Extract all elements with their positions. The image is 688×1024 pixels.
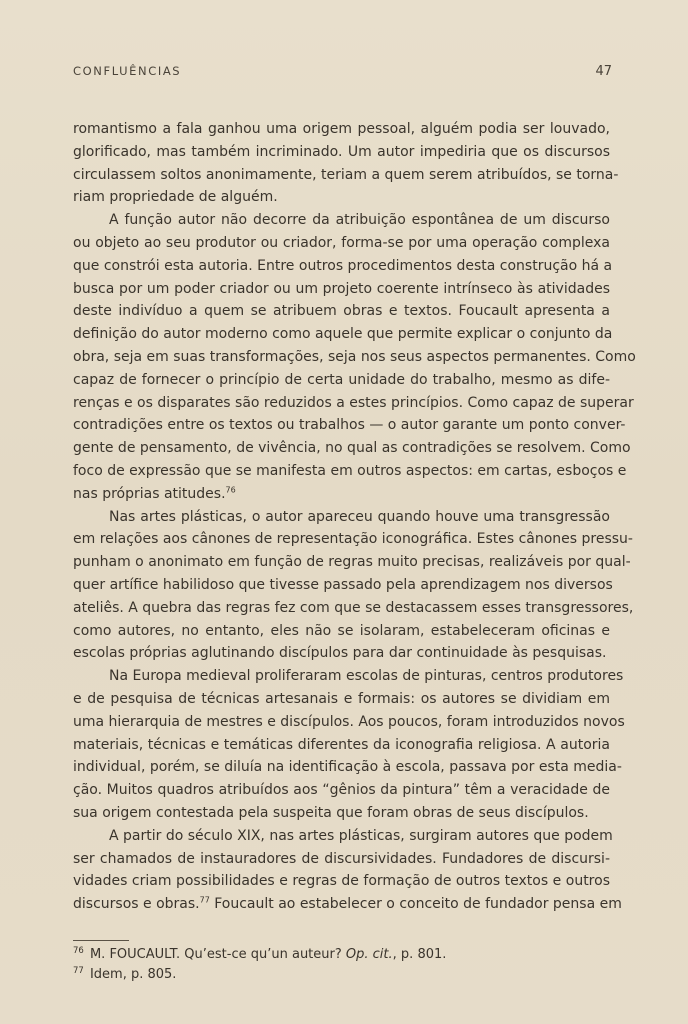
footnote-text: Idem, p. 805. xyxy=(89,967,177,982)
text-line: renças e os disparates são reduzidos a estes princípios. Como capaz de superar xyxy=(73,394,634,411)
footnote-76 xyxy=(73,945,610,965)
footnote-number: 76 xyxy=(73,945,84,956)
footnote-author: M. FOUCAULT. xyxy=(89,947,181,962)
text-line: individual, porém, se diluía na identificação à escola, passava por esta media- xyxy=(73,759,622,776)
footnote-divider xyxy=(73,940,129,941)
text-line-content: Foucault ao estabelecer o conceito de fundador pensa em xyxy=(209,896,622,913)
text-line: romantismo a fala ganhou uma origem pessoal, alguém podia ser louvado, xyxy=(73,121,610,137)
footnote-ref-76: 76 xyxy=(225,485,236,495)
footnote-number: 77 xyxy=(73,965,84,976)
footnote-op-cit: Op. cit. xyxy=(345,947,393,962)
text-line: vidades criam possibilidades e regras de formação de outros textos e outros xyxy=(73,873,610,890)
paragraph-first-line: Na Europa medieval proliferaram escolas de pinturas, centros produtores xyxy=(109,668,624,685)
text-line: punham o anonimato em função de regras muito precisas, realizáveis por qual- xyxy=(73,554,631,571)
text-line: quer artífice habilidoso que tivesse passado pela aprendizagem nos diversos xyxy=(73,576,613,593)
page-number: 47 xyxy=(595,64,612,79)
text-line xyxy=(73,483,610,506)
text-line: definição do autor moderno como aquele que permite explicar o conjunto da xyxy=(73,326,613,343)
paragraph-first-line: Nas artes plásticas, o autor apareceu quando houve uma transgressão xyxy=(109,508,610,525)
footnote-page: , p. 801. xyxy=(392,947,447,962)
text-line: escolas próprias aglutinando discípulos para dar continuidade às pesquisas. xyxy=(73,645,607,662)
paragraph-first-line: A partir do século XIX, nas artes plásticas, surgiram autores que podem xyxy=(109,827,613,844)
text-line: riam propriedade de alguém. xyxy=(73,189,278,206)
text-line: ateliês. A quebra das regras fez com que se destacassem esses transgressores, xyxy=(73,599,634,616)
text-line-content: nas próprias atitudes. xyxy=(73,485,226,502)
text-line: ou objeto ao seu produtor ou criador, forma-se por uma operação complexa xyxy=(73,234,610,251)
text-line: sua origem contestada pela suspeita que foram obras de seus discípulos. xyxy=(73,804,589,821)
text-line: como autores, no entanto, eles não se isolaram, estabeleceram oficinas e xyxy=(73,622,610,639)
text-line: que constrói esta autoria. Entre outros procedimentos desta construção há a xyxy=(73,257,613,274)
text-line: materiais, técnicas e temáticas diferentes da iconografia religiosa. A autoria xyxy=(73,736,610,753)
text-line: glorificado, mas também incriminado. Um autor impediria que os discursos xyxy=(73,143,610,160)
text-line: capaz de fornecer o princípio de certa unidade do trabalho, mesmo as dife- xyxy=(73,371,610,388)
running-head: CONFLUÊNCIAS xyxy=(73,64,182,78)
footnote-77 xyxy=(73,965,610,985)
text-line: contradições entre os textos ou trabalhos — o autor garante um ponto conver- xyxy=(73,417,626,434)
text-line: uma hierarquia de mestres e discípulos. Aos poucos, foram introduzidos novos xyxy=(73,713,625,730)
footnote-title: Qu’est-ce qu’un auteur? xyxy=(184,947,342,962)
paragraph-first-line: A função autor não decorre da atribuição espontânea de um discurso xyxy=(109,212,610,229)
body-text xyxy=(73,118,636,916)
text-line: circulassem soltos anonimamente, teriam a quem serem atribuídos, se torna- xyxy=(73,166,619,183)
text-line: gente de pensamento, de vivência, no qual as contradições se resolvem. Como xyxy=(73,440,631,457)
text-line-content: discursos e obras. xyxy=(73,896,200,913)
footnote-ref-77: 77 xyxy=(199,895,210,905)
text-line: obra, seja em suas transformações, seja nos seus aspectos permanentes. Como xyxy=(73,348,636,365)
text-line xyxy=(73,893,622,916)
text-line: busca por um poder criador ou um projeto coerente intrínseco às atividades xyxy=(73,280,610,297)
text-line: deste indivíduo a quem se atribuem obras e textos. Foucault apresenta a xyxy=(73,303,610,320)
text-line: em relações aos cânones de representação iconográfica. Estes cânones pressu- xyxy=(73,531,633,548)
text-line: ção. Muitos quadros atribuídos aos “gênios da pintura” têm a veracidade de xyxy=(73,782,610,799)
text-line: ser chamados de instauradores de discursividades. Fundadores de discursi- xyxy=(73,850,610,867)
footnotes xyxy=(73,945,610,985)
text-line: e de pesquisa de técnicas artesanais e formais: os autores se dividiam em xyxy=(73,690,610,707)
text-line: foco de expressão que se manifesta em outros aspectos: em cartas, esboços e xyxy=(73,462,627,479)
